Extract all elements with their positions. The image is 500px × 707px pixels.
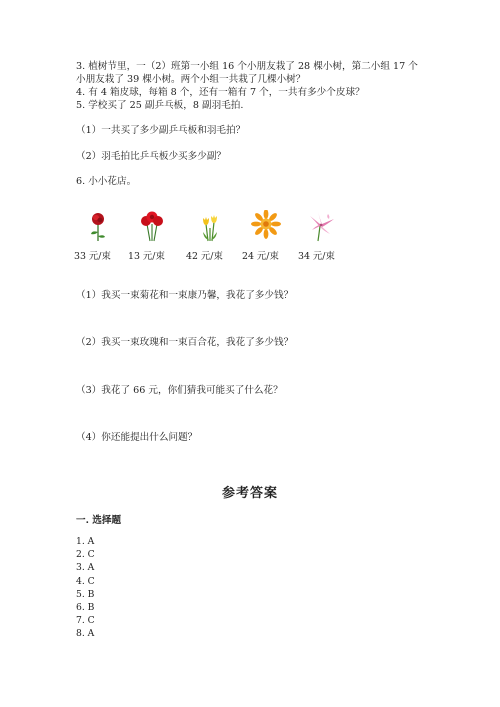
rose-icon xyxy=(82,210,114,242)
question-6 xyxy=(76,175,426,188)
question-5-sub-2 xyxy=(76,150,426,163)
flower-item-carnation xyxy=(128,210,172,265)
question-4: 4. 有 4 箱皮球，每箱 8 个，还有一箱有 7 个，一共有多少个皮球？ xyxy=(76,87,365,98)
tulip-icon xyxy=(194,210,226,242)
question-5-sub-2-text: （2）羽毛拍比乒乓板少买多少副？ xyxy=(76,151,227,162)
question-5: 5. 学校买了 25 副乒乓板，8 副羽毛拍. xyxy=(76,100,244,111)
question-3-line-2: 小朋友栽了 39 棵小树。两个小组一共栽了几棵小树？ xyxy=(76,74,306,85)
lily-icon xyxy=(306,210,338,242)
list-item: 1. A xyxy=(76,536,95,547)
question-5-sub-1-text: （1）一共买了多少副乒乓板和羽毛拍？ xyxy=(76,125,246,136)
flower-price-chrysanthemum: 24 元/束 xyxy=(242,251,279,262)
list-item: 4. C xyxy=(76,575,95,587)
list-item: 5. B xyxy=(76,588,95,600)
flower-shop-prices xyxy=(74,210,358,265)
flower-price-carnation: 13 元/束 xyxy=(128,251,165,262)
question-5-sub-1 xyxy=(76,124,426,137)
flower-price-lily: 34 元/束 xyxy=(298,251,335,262)
list-item: 3. A xyxy=(76,562,95,574)
flower-price-rose: 33 元/束 xyxy=(74,251,111,262)
chrysanthemum-icon xyxy=(250,210,282,242)
question-6-sub-1-text: （1）我买一束菊花和一束康乃馨，我花了多少钱？ xyxy=(76,290,294,301)
question-6-text: 6. 小小花店。 xyxy=(76,176,137,187)
question-3 xyxy=(76,60,426,112)
answer-list xyxy=(76,535,95,641)
question-6-sub-1 xyxy=(76,289,426,302)
list-item: 8. A xyxy=(76,628,95,640)
question-6-sub-3-text: （3）我花了 66 元，你们猜我可能买了什么花？ xyxy=(76,385,283,396)
flower-item-chrysanthemum xyxy=(242,210,286,265)
question-3-line-1: 3. 植树节里，一（2）班第一小组 16 个小朋友栽了 28 棵小树，第二小组 17 个 xyxy=(76,61,418,72)
question-6-sub-2-text: （2）我买一束玫瑰和一束百合花，我花了多少钱？ xyxy=(76,337,294,348)
list-item: 7. C xyxy=(76,615,95,627)
list-item: 6. B xyxy=(76,602,95,614)
flower-item-tulip xyxy=(186,210,230,265)
question-6-sub-4 xyxy=(76,431,426,444)
flower-item-rose xyxy=(74,210,118,265)
flower-price-tulip: 42 元/束 xyxy=(186,251,223,262)
answer-section-title: 一. 选择题 xyxy=(76,515,122,526)
list-item: 2. C xyxy=(76,549,95,561)
flower-item-lily xyxy=(298,210,342,265)
carnation-icon xyxy=(136,210,168,242)
question-6-sub-3 xyxy=(76,384,426,397)
question-6-sub-2 xyxy=(76,336,426,349)
answer-title: 参考答案 xyxy=(221,486,278,501)
question-6-sub-4-text: （4）你还能提出什么问题？ xyxy=(76,432,198,443)
